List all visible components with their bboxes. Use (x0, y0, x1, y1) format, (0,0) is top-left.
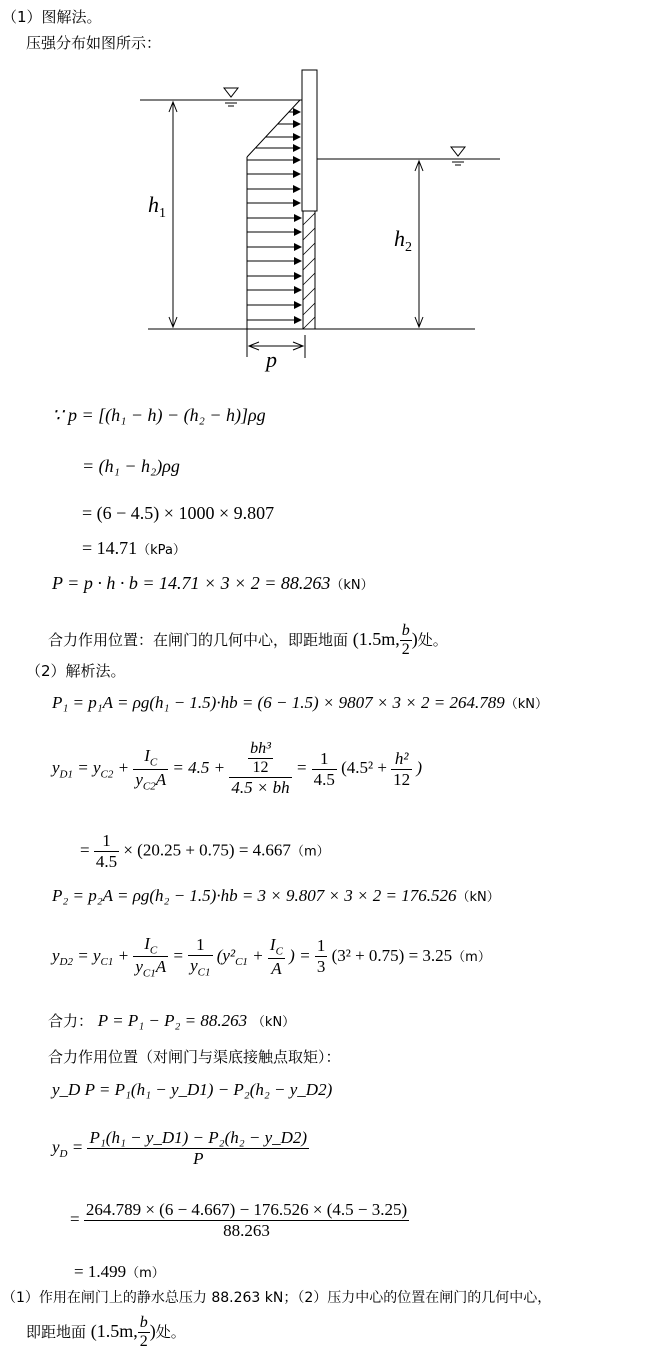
conclusion-line1: （1）作用在闸门上的静水总压力 88.263 kN；（2）压力中心的位置在闸门的几何中心， (2, 1290, 552, 1306)
pressure-diagram (0, 60, 646, 380)
eq2-yD1-line2: = $\frac{1}{4.5}$ × (20.25 + 0.75) = 4.667（m） (80, 831, 330, 871)
resultant-line: 合力： P = P₁ − P₂ = 88.263 （kN） (48, 1011, 296, 1030)
h1-dimension (169, 102, 177, 327)
conclusion-line2: 即距地面 (1.5m, $\frac{b}{2}$ )处。 (26, 1314, 186, 1350)
label-h1: $h_1$ (148, 192, 166, 221)
yD-equation: $y_D$ = $\frac{\text{P₁(h₁ − y\_D1) − P₂(h₂ − y\_D2)}}{P}$ (52, 1128, 308, 1168)
moment-equation: y_D P = P₁(h₁ − y_D1) − P₂(h₂ − y_D2) (52, 1080, 333, 1099)
label-h2: $h_2$ (394, 226, 412, 255)
eq2-P1: P₁ = p₁A = ρg(h₁ − 1.5)·hb = (6 − 1.5) × 9807 × 3 × 2 = 264.789（kN） (52, 693, 549, 712)
gate-hatched (303, 211, 315, 329)
position2-label: 合力作用位置（对闸门与渠底接触点取矩）： (48, 1048, 341, 1066)
section2-heading: （2）解析法。 (26, 662, 126, 680)
yD-final: = 1.499（m） (74, 1262, 165, 1281)
eq2-yD1: $y_{D1} = y_{C2}$ + $\frac{I_C}{y_{C2}A}$ = 4.5 + $\frac{\frac{\text{bh³}}{12}}{4.5 \times bh}$ = $\frac{1}{4.5}$ (4.5² + $\frac{\text{h²}}{12}$ ) (52, 740, 423, 797)
label-p: p (266, 347, 277, 372)
section1-intro: 压强分布如图所示： (26, 34, 162, 52)
eq2-P2: P₂ = p₂A = ρg(h₂ − 1.5)·hb = 3 × 9.807 × 3 × 2 = 176.526（kN） (52, 886, 500, 905)
eq1-line5: P = p · h · b = 14.71 × 3 × 2 = 88.263（kN） (52, 573, 374, 593)
pressure-arrows (247, 112, 301, 320)
position1-text: 合力作用位置：在闸门的几何中心，即距地面 (1.5m, $\frac{b}{2}$ )处。 (48, 622, 448, 658)
eq1-line1: ∵ p = [(h₁ − h) − (h₂ − h)]ρg (52, 405, 266, 425)
p-dimension (249, 335, 305, 358)
section1-heading: （1）图解法。 (2, 8, 102, 26)
eq1-line4: = 14.71（kPa） (82, 538, 186, 558)
water-level-symbol-right (449, 147, 467, 165)
water-level-symbol-left (222, 88, 240, 106)
eq2-yD2: $y_{D2} = y_{C1}$ + $\frac{I_C}{y_{C1}A}$ = $\frac{1}{y_{C1}}$ ($y^2_{C1}$ + $\frac{I_C}{A}$ ) = $\frac{1}{3}$ (3² + 0.75) = 3.25（m） (52, 934, 491, 980)
h2-dimension (415, 161, 423, 327)
eq1-line2: = (h₁ − h₂)ρg (82, 456, 180, 476)
yD-numeric: = $\frac{264.789 \times (6 - 4.667) - 176.526 \times (4.5 - 3.25)}{88.263}$ (70, 1200, 408, 1240)
eq1-line3: = (6 − 4.5) × 1000 × 9.807 (82, 503, 275, 523)
gate-wall (302, 70, 317, 211)
